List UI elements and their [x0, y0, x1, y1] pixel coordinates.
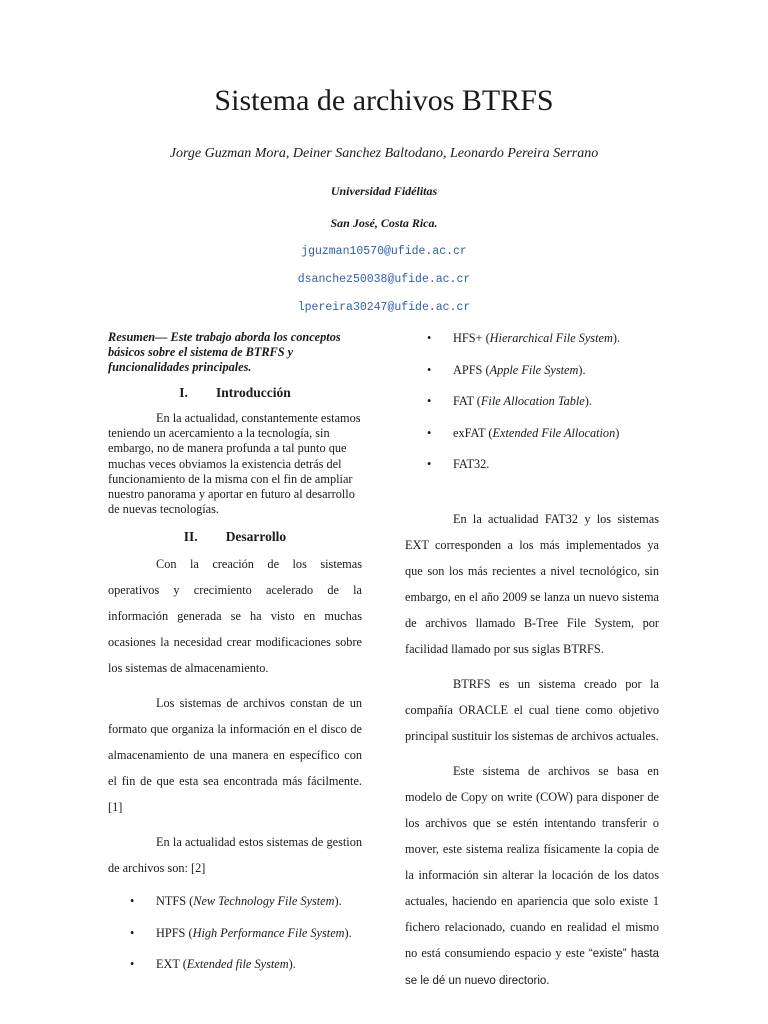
section-number: II. [183, 529, 198, 545]
bullet-icon: • [427, 331, 432, 345]
paper-title: Sistema de archivos BTRFS [214, 84, 554, 117]
section-title: Desarrollo [225, 529, 287, 545]
paragraph: Con la creación de los sistemas operativos y crecimiento acelerado de la información generada se ha visto en muchas ocasiones la necesidad crear modificaciones sobre los sistemas de almacenamiento. [108, 557, 362, 676]
bullet-icon: • [427, 362, 432, 377]
paragraph: Este sistema de archivos se basa en modelo de Copy on write (COW) para disponer de los archivos que se estén intentando transferir o mover, este sistema realiza físicamente la copia de la información sin alterar la locación de los datos actuales, haciendo en apariencia que solo existe 1 fichero relacionado, cuando en realidad el mismo no está consumiendo espacio y este “existe” hasta se le dé un nuevo directorio. [405, 763, 660, 987]
list-item: • HFS+ (Hierarchical File System). [427, 331, 621, 345]
left-column [108, 330, 362, 988]
filesystem-list [405, 330, 659, 488]
section-heading-desarrollo [108, 529, 362, 545]
bullet-icon: • [130, 925, 135, 940]
intro-paragraph: En la actualidad, constantemente estamos teniendo un acercamiento a la tecnología, sin embargo, no de manera profunda a tal punto que muchas veces obviamos la existencia detrás del funcionamiento de la misma con el fin de ampliar nuestro panorama y aportar en futuro al desarrollo de nuevas tecnologías. [108, 411, 361, 517]
list-item: • FAT32. [427, 457, 490, 471]
list-item: • EXT (Extended file System). [130, 957, 296, 972]
section-number: I. [179, 385, 188, 400]
bullet-icon: • [130, 957, 135, 972]
authors: Jorge Guzman Mora, Deiner Sanchez Baltodano, Leonardo Pereira Serrano [169, 146, 599, 161]
abstract: Resumen— Este trabajo aborda los conceptos básicos sobre el sistema de BTRFS y funcionalidades principales. [108, 330, 341, 374]
university: Universidad Fidélitas [330, 184, 438, 198]
email-link[interactable]: dsanchez50038@ufide.ac.cr [297, 273, 471, 286]
email-link[interactable]: lpereira30247@ufide.ac.cr [297, 301, 471, 314]
bullet-icon: • [427, 457, 432, 471]
section-title: Introducción [215, 385, 291, 400]
bullet-icon: • [427, 394, 432, 408]
paragraph: BTRFS es un sistema creado por la compañía ORACLE el cual tiene como objetivo principal sustituir los sistemas de archivos actuales. [405, 676, 659, 743]
paragraph: En la actualidad FAT32 y los sistemas EXT corresponden a los más implementados ya que son los más recientes a nivel tecnológico, sin embargo, en el año 2009 se lanza un nuevo sistema de archivos llamado B-Tree File System, por facilidad llamado por sus siglas BTRFS. [405, 511, 659, 656]
paragraph: Los sistemas de archivos constan de un formato que organiza la información en el disco de almacenamiento de una manera en específico con el fin de que esta sea encontrada más fácilmente. [1] [108, 696, 362, 815]
section-heading-introduccion [108, 385, 362, 401]
right-column [405, 330, 659, 994]
list-item: • exFAT (Extended File Allocation) [427, 425, 620, 440]
list-item: • FAT (File Allocation Table). [427, 394, 592, 408]
email-link[interactable]: jguzman10570@ufide.ac.cr [301, 245, 467, 258]
bullet-icon: • [130, 894, 135, 909]
paragraph: En la actualidad estos sistemas de gestion de archivos son: [2] [108, 835, 362, 876]
bullet-icon: • [427, 425, 432, 440]
list-item: • NTFS (New Technology File System). [130, 894, 342, 909]
location: San José, Costa Rica. [330, 216, 438, 230]
filesystem-list [108, 893, 362, 988]
list-item: • APFS (Apple File System). [427, 362, 586, 377]
list-item: • HPFS (High Performance File System). [130, 925, 352, 940]
